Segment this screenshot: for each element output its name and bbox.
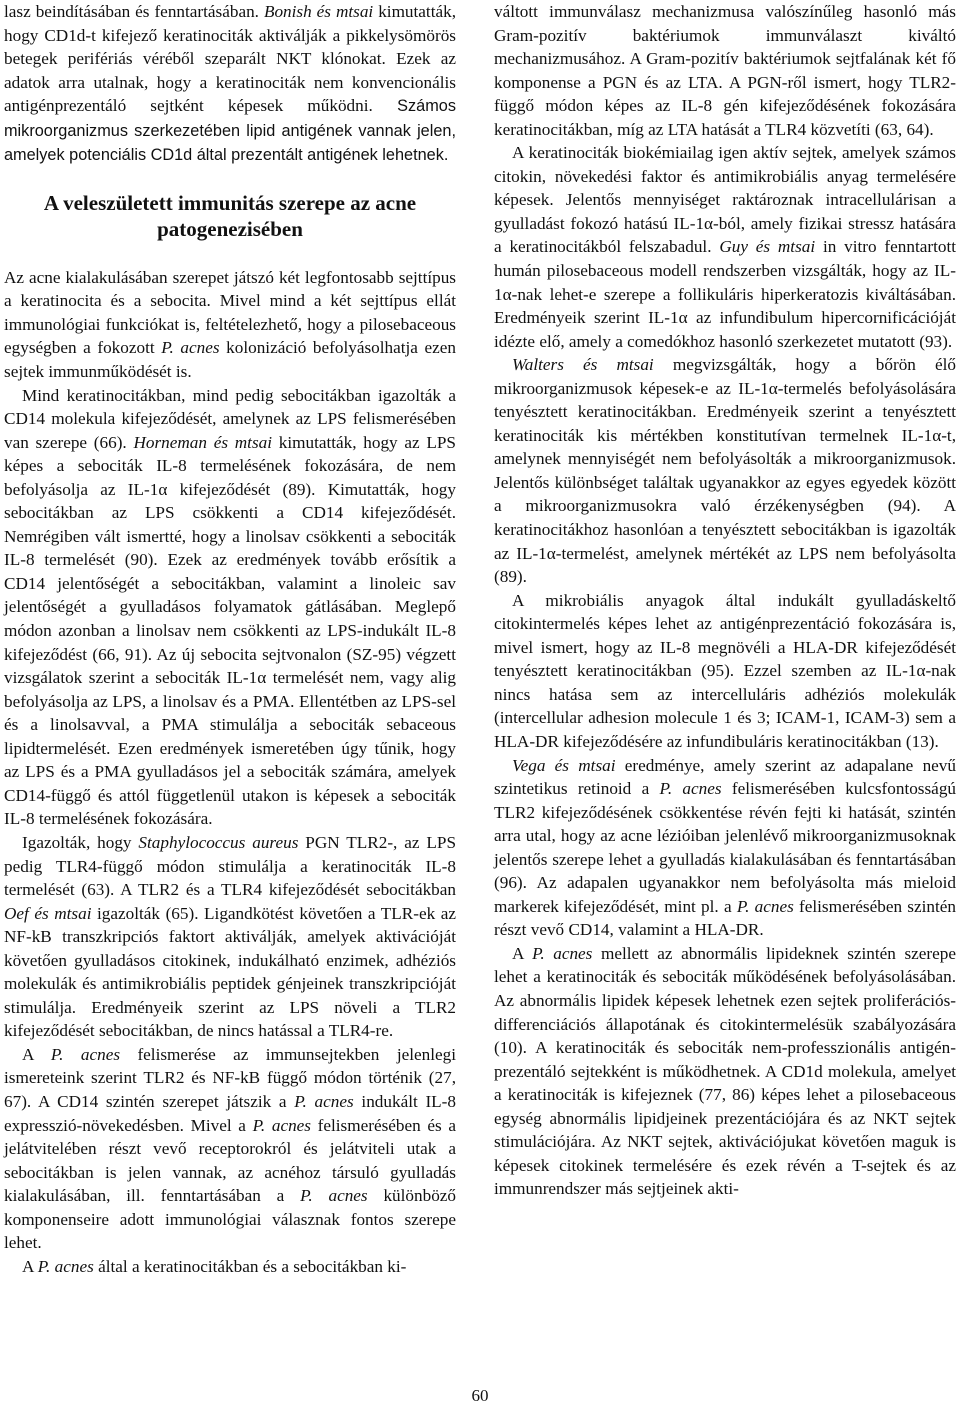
author-citation: Bonish és mtsai <box>263 2 374 21</box>
species-name: P. acnes <box>294 1091 354 1111</box>
page-number: 60 <box>471 1386 489 1405</box>
species-name: P. acnes <box>659 779 722 799</box>
paragraph: A mikrobiális anyagok által indukált gyulladáskeltő citokintermelés képes lehet az antigénprezentáció fokozására is, mivel ismert, hogy az IL-8 megnövéli a HLA-DR kifejeződését tenyésztett keratinocitákban (95). Ezzel szemben az IL-1α-nak nincs hatása sem az intercelluláris adhéziós molekulák (intercellular adhesion molecule 1 és 3; ICAM-1, ICAM-3) sem a HLA-DR kifejeződésére az infundibuláris keratinocitákban (13). <box>494 590 956 751</box>
right-column <box>494 0 956 1201</box>
species-name: P. acnes <box>252 1115 311 1135</box>
paragraph-continued: lasz beindításában és fenntartásában. Bonish és mtsai kimutatták, hogy CD1d-t kifejező keratinociták aktiválják a pikkelysömörös betegek perifériás véréből szeparált NKT klónokat. Ezek az adatok arra utalnak, hogy a keratinociták nem konvencionális antigénprezentáló sejtként képesek működni. Számos mikroorganizmus szerkezetében lipid antigének vannak jelen, amelyek potenciális CD1d által prezentált antigének lehetnek. <box>4 2 456 165</box>
species-name: P. acnes <box>532 943 593 963</box>
section-heading: A veleszületett immunitás szerepe az acne patogenezisében <box>43 190 417 241</box>
species-name: Staphylococcus aureus <box>138 832 299 852</box>
paragraph-continued: váltott immunválasz mechanizmusa valószínűleg hasonló más Gram-pozitív baktériumok immunválaszt kiváltó mechanizmusához. A Gram-pozitív baktériumok sejtfalának két fő komponense a PGN és az LTA. A PGN-ről ismert, hogy TLR2-függő módon képes az IL-8 gén kifejeződésének fokozására keratinocitákban, míg az LTA hatását a TLR4 közvetíti (63, 64). <box>494 2 956 139</box>
paragraph: A P. acnes mellett az abnormális lipideknek szintén szerepe lehet a keratinociták és sebociták működésének befolyásolásában. Az abnormális lipidek képesek lehetnek ezen sejtek proliferációs-differenciációs állapotának és citokintermelésük szabályozására (10). A keratinociták és sebociták nem-professzionális antigén-prezentáló sejtekként is működhetnek. A CD1d molekula, amelyet a keratinociták is kifejeznek (77, 86) képes lehet a pilosebaceous egység abnormális lipidjeinek prezentációjára és az NKT sejtek stimulációjára. Az NKT sejtek, aktivációjukat követően maguk is képesek citokinek termelésére és ezek révén a T-sejtek és az immunrendszer más sejtjeinek akti- <box>494 943 957 1199</box>
species-name: P. acnes <box>37 1256 94 1276</box>
paragraph: Walters és mtsai megvizsgálták, hogy a bőrön élő mikroorganizmusok képesek-e az IL-1α-termelés befolyásolására tenyésztett keratinocitákban. Eredményeik szerint a tenyésztett keratinociták kis mértékben konstitutívan termelnek IL-1α-t, amelynek mennyiségét nem befolyásolták a mikroorganizmusok. Jelentős különbséget találtak ugyanakkor az egyes egyedek között a mikroorganizmusokra való érzékenységben (94). A keratinocitákhoz hasonlóan a tenyésztett sebocitákban is igazolták az IL-1α-termelést, amelynek mértékét az LPS nem befolyásolta (89). <box>494 355 956 587</box>
paragraph: A P. acnes által a keratinocitákban és a sebocitákban ki- <box>22 1256 407 1276</box>
species-name: P. acnes <box>736 896 794 916</box>
species-name: P. acnes <box>300 1186 368 1206</box>
author-citation: Oef és mtsai <box>4 903 92 923</box>
author-citation: Walters és mtsai <box>512 355 654 375</box>
author-citation: Horneman és mtsai <box>133 432 273 452</box>
left-column <box>4 0 456 1278</box>
paragraph: A P. acnes felismerése az immunsejtekben jelenlegi ismereteink szerint TLR2 és NF-kB függő módon történik (27, 67). A CD14 szintén szerepet játszik a P. acnes indukált IL-8 expresszió-növekedésben. Mivel a P. acnes felismerésében és a jelátvitelében részt vevő receptorokról és jelátviteli utak a sebocitákban is jelen vannak, az acnéhoz társuló gyulladás kialakulásában, ill. fenntartásában a P. acnes különböző komponenseire adott immunológiai válasznak fontos szerepe lehet. <box>4 1044 457 1253</box>
species-name: P. acnes <box>161 338 220 358</box>
paragraph: Mind keratinocitákban, mind pedig sebocitákban igazolták a CD14 molekula kifejeződését, amelynek az LPS felismerésében van szerepe (66). Horneman és mtsai kimutatták, hogy az LPS képes a sebociták IL-8 termelésének fokozására, de nem befolyásolja az IL-1α kifejeződését (89). Kimutatták, hogy sebocitákban az LPS csökkenti a CD14 kifejeződését. Nemrégiben vált ismertté, hogy a linolsav csökkenti a sebociták IL-8 termelését (90). Ezek az eredmények tovább erősítik a CD14 jelentőségét a sebocitákban, valamint a linoleic sav jelentőségét a gyulladásos folyamatok gátlásában. Meglepő módon azonban a linolsav nem csökkenti az LPS-indukált IL-8 kifejeződést (66, 91). Az új sebocita sejtvonalon (SZ-95) végzett vizsgálatok szerint a sebociták IL-1α termelését nem, vagy alig befolyásolja az LPS, a linolsav és a PMA. Ellentétben az LPS-sel és a linolsavval, a PMA stimulálja a sebociták sebaceous lipidtermelését. Ezen eredmények ismeretében úgy tűnik, hogy az LPS és a PMA gyulladásos jel a sebociták számára, amelyek CD14-függő és attól függetlenül utakon is képesek a sebociták IL-8 termelésének fokozására. <box>4 385 456 829</box>
species-name: P. acnes <box>50 1044 121 1064</box>
sans-text-run: Számos mikroorganizmus szerkezetében lipid antigének vannak jelen, amelyek potenciális CD1d által prezentált antigének lehetnek. <box>4 97 456 165</box>
author-citation: Guy és mtsai <box>719 237 816 257</box>
paragraph: Az acne kialakulásában szerepet játszó két legfontosabb sejttípus a keratinocita és a sebocita. Mivel mind a két sejttípus ellát immunológiai funkciókat is, feltételezhető, hogy a pilosebaceous egységben a fokozott P. acnes kolonizáció befolyásolhatja ezen sejtek immunműködését is. <box>4 267 456 382</box>
paragraph: Igazolták, hogy Staphylococcus aureus PGN TLR2-, az LPS pedig TLR4-függő módon stimulálja a keratinociták IL-8 termelését (63). A TLR2 és a TLR4 kifejeződését sebocitákban Oef és mtsai igazolták (65). Ligandkötést követően a TLR-ek az NF-kB transzkripciós faktort aktiválják, amelyek aktivációját követően gyulladásos citokinek, indukálható enzimek, adhéziós molekulák és antimikrobiális peptidek génjeinek transzkripcióját stimulálja. Eredményeik szerint az LPS növeli a TLR2 kifejeződését sebocitákban, de nincs hatással a TLR4-re. <box>4 832 457 1041</box>
author-citation: Vega és mtsai <box>512 755 616 775</box>
paragraph: Vega és mtsai eredménye, amely szerint az adapalane nevű szintetikus retinoid a P. acnes felismerésében kulcsfontosságú TLR2 kifejeződésének csökkentése révén fejti ki hatását, szintén arra utal, hogy az acne lézióiban jelenlévő mikroorganizmusoknak jelentős szerepe lehet a gyulladás kialakulásában és fenntartásában (96). Az adapalen ugyanakkor nem befolyásolta más mieloid markerek kifejeződését, mint pl. a P. acnes felismerésében szintén részt vevő CD14, valamint a HLA-DR. <box>494 755 957 940</box>
paragraph: A keratinociták biokémiailag igen aktív sejtek, amelyek számos citokin, növekedési faktor és antimikrobiális anyag termelésére képesek. Jelentős mennyiséget raktároznak intracellulárisan a gyulladást fokozó hatású IL-1α-ból, amely fizikai stressz hatására a keratinocitákból felszabadul. Guy és mtsai in vitro fenntartott humán pilosebaceous modell rendszerben vizsgálták, hogy az IL-1α-nak lehet-e szerepe a follikuláris hiperkeratozis kiváltásában. Eredményeik szerint IL-1α az infundibulum hipercornificációját idézte elő, amely a comedókhoz hasonló szerkezetet mutatott (93). <box>494 143 956 351</box>
